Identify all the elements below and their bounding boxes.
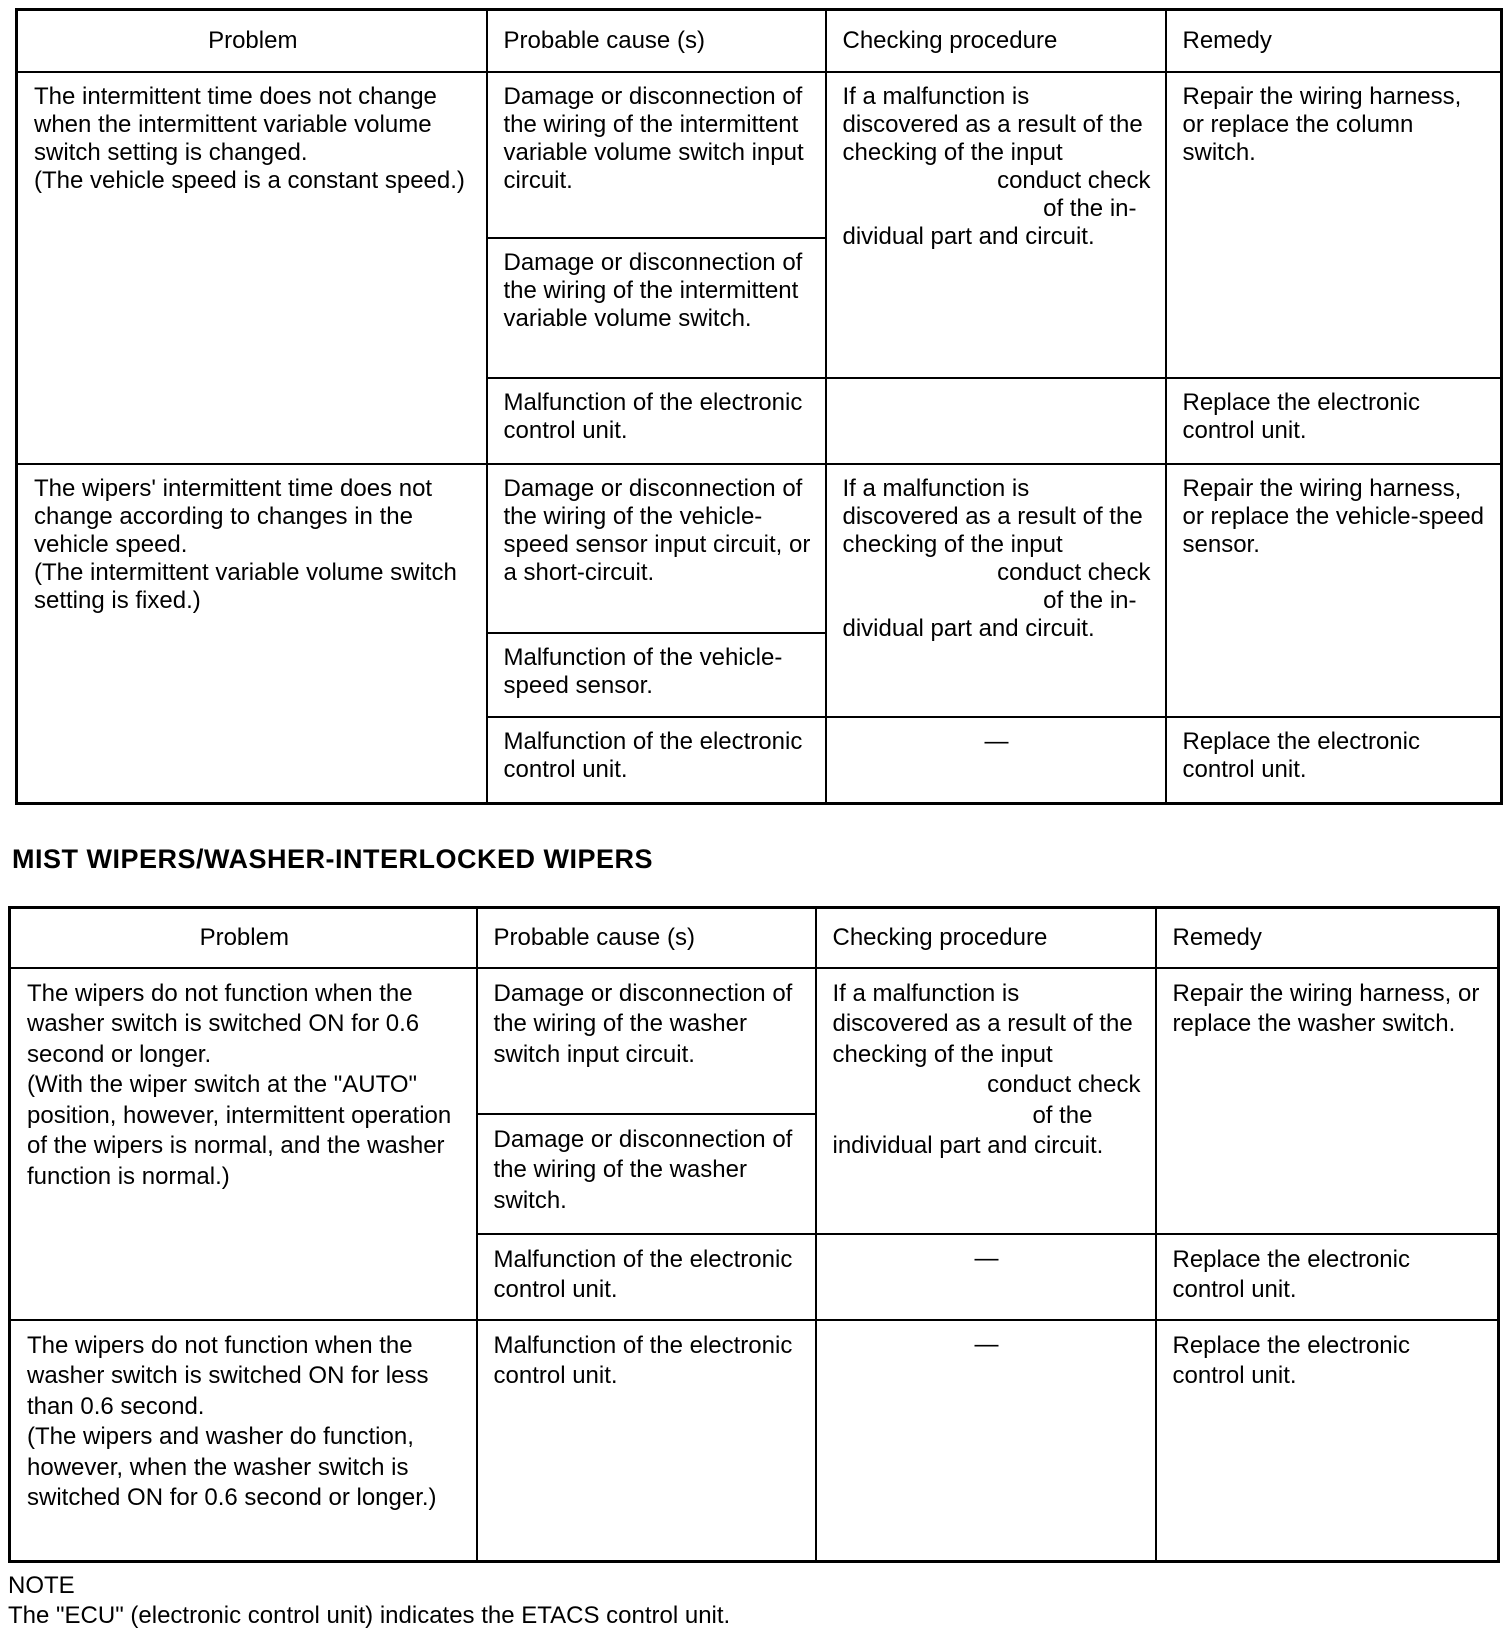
cause-cell: Damage or disconnection of the wiring of the washer switch input circuit. bbox=[477, 968, 816, 1114]
remedy-cell: Replace the electronic control unit. bbox=[1156, 1234, 1499, 1320]
cause-cell: Malfunction of the electronic control unit. bbox=[487, 378, 826, 464]
checking-text: of the in- bbox=[1043, 586, 1137, 614]
header-problem: Problem bbox=[17, 10, 487, 72]
problem-cell: The intermittent time does not change when the intermittent variable volume switch setting is changed. (The vehicle speed is a constant speed.) bbox=[17, 72, 487, 464]
checking-text: dividual part and circuit. bbox=[842, 614, 1095, 642]
header-cause: Probable cause (s) bbox=[487, 10, 826, 72]
checking-text: of the bbox=[1032, 1101, 1093, 1129]
cause-cell: Malfunction of the vehicle-speed sensor. bbox=[487, 633, 826, 717]
troubleshooting-table-mist-wipers bbox=[8, 906, 1500, 1563]
checking-text: individual part and circuit. bbox=[832, 1132, 1104, 1159]
checking-text: conduct check bbox=[997, 558, 1151, 586]
section-title: MIST WIPERS/WASHER-INTERLOCKED WIPERS bbox=[12, 844, 654, 874]
header-checking: Checking procedure bbox=[816, 908, 1156, 968]
checking-text: of the in- bbox=[1043, 194, 1137, 222]
cause-cell: Malfunction of the electronic control unit. bbox=[487, 717, 826, 804]
checking-text: dividual part and circuit. bbox=[842, 222, 1095, 250]
checking-cell bbox=[826, 72, 1166, 378]
cause-cell: Damage or disconnection of the wiring of the intermittent variable volume switch. bbox=[487, 238, 826, 378]
problem-cell: The wipers' intermittent time does not change according to changes in the vehicle speed. (The intermittent variable volume switch setting is fixed.) bbox=[17, 464, 487, 804]
remedy-cell: Repair the wiring harness, or replace the vehicle-speed sensor. bbox=[1166, 464, 1502, 717]
header-remedy: Remedy bbox=[1156, 908, 1499, 968]
cause-cell: Damage or disconnection of the wiring of the vehicle-speed sensor input circuit, or a short-circuit. bbox=[487, 464, 826, 633]
checking-cell-empty bbox=[826, 378, 1166, 464]
checking-dash: — bbox=[826, 717, 1166, 804]
problem-cell: The wipers do not function when the washer switch is switched ON for less than 0.6 second. (The wipers and washer do function, however, when the washer switch is switched ON for 0.6 second or longer.) bbox=[10, 1320, 477, 1562]
troubleshooting-table-intermittent bbox=[15, 8, 1503, 805]
checking-text: conduct check bbox=[987, 1071, 1141, 1098]
remedy-cell: Replace the electronic control unit. bbox=[1166, 378, 1502, 464]
cause-cell: Damage or disconnection of the wiring of the intermittent variable volume switch input circuit. bbox=[487, 72, 826, 238]
header-checking: Checking procedure bbox=[826, 10, 1166, 72]
header-remedy: Remedy bbox=[1166, 10, 1502, 72]
remedy-cell: Repair the wiring harness, or replace the column switch. bbox=[1166, 72, 1502, 378]
note-label: NOTE bbox=[8, 1572, 75, 1599]
checking-dash: — bbox=[816, 1234, 1156, 1320]
cause-cell: Malfunction of the electronic control unit. bbox=[477, 1234, 816, 1320]
header-problem: Problem bbox=[10, 908, 477, 968]
checking-text: If a malfunction is discovered as a result of the checking of the input bbox=[832, 979, 1133, 1068]
header-cause: Probable cause (s) bbox=[477, 908, 816, 968]
remedy-cell: Repair the wiring harness, or replace the washer switch. bbox=[1156, 968, 1499, 1234]
checking-cell bbox=[816, 968, 1156, 1234]
problem-cell: The wipers do not function when the washer switch is switched ON for 0.6 second or longer. (With the wiper switch at the "AUTO" position, however, intermittent operation of the wipers is normal, and the washer function is normal.) bbox=[10, 968, 477, 1320]
note-text: The "ECU" (electronic control unit) indicates the ETACS control unit. bbox=[8, 1602, 731, 1629]
checking-text: If a malfunction is discovered as a result of the checking of the input bbox=[842, 474, 1143, 558]
checking-text: conduct check bbox=[997, 166, 1151, 194]
remedy-cell: Replace the electronic control unit. bbox=[1156, 1320, 1499, 1562]
cause-cell: Damage or disconnection of the wiring of the washer switch. bbox=[477, 1114, 816, 1234]
checking-cell bbox=[826, 464, 1166, 717]
cause-cell: Malfunction of the electronic control unit. bbox=[477, 1320, 816, 1562]
checking-text: If a malfunction is discovered as a result of the checking of the input bbox=[842, 82, 1143, 166]
checking-dash: — bbox=[816, 1320, 1156, 1562]
remedy-cell: Replace the electronic control unit. bbox=[1166, 717, 1502, 804]
